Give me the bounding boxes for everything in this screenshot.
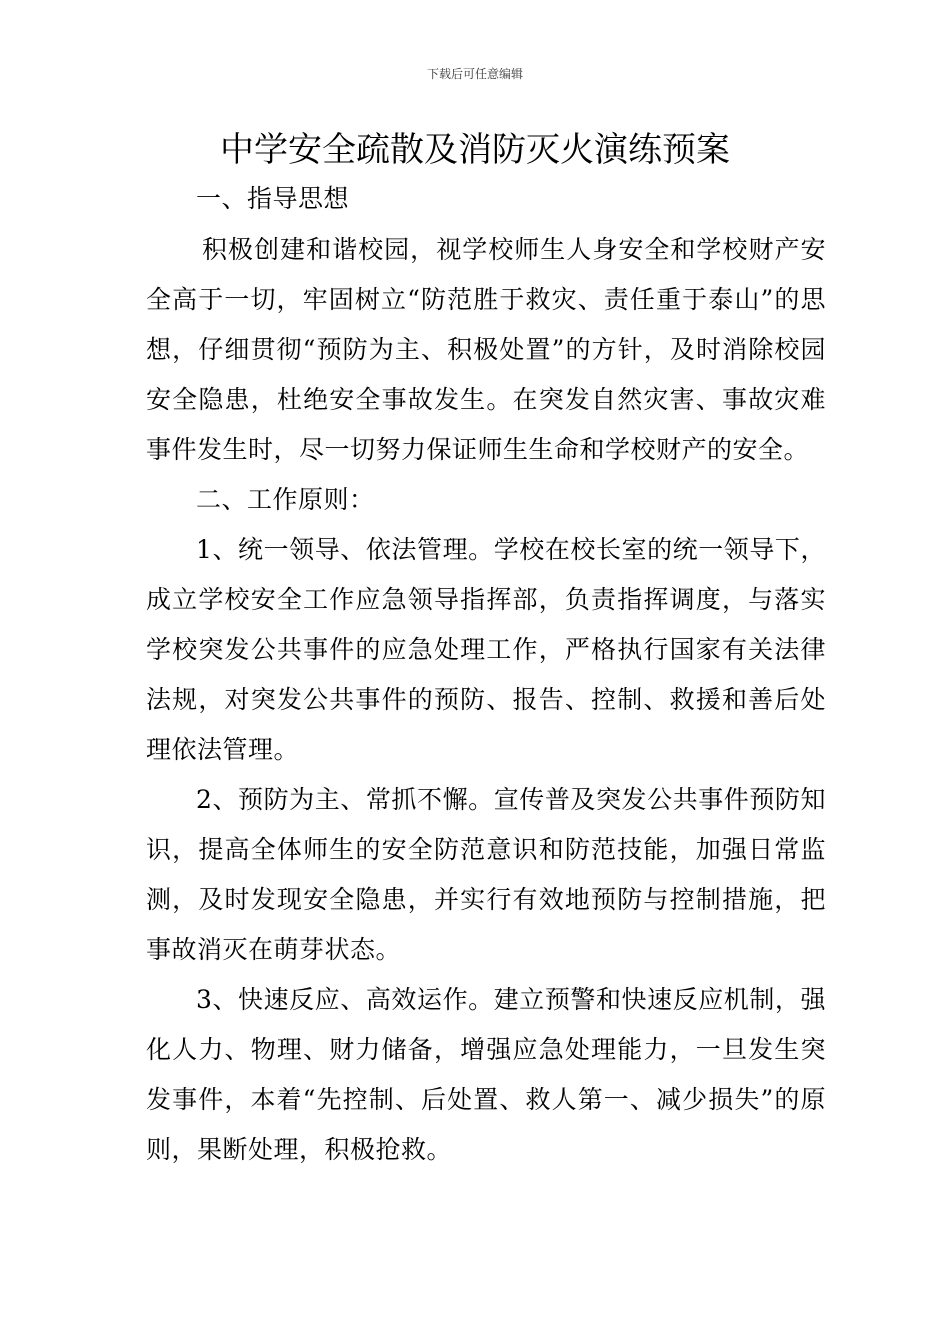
paragraph-principle-1: 1、统一领导、依法管理。学校在校长室的统一领导下，成立学校安全工作应急领导指挥部，负责指挥调度，与落实学校突发公共事件的应急处理工作，严格执行国家有关法律法规，对突发公共事件的预防、报告、控制、救援和善后处理依法管理。 xyxy=(146,535,826,764)
paragraph-principle-2: 2、预防为主、常抓不懈。宣传普及突发公共事件预防知识，提高全体师生的安全防范意识和防范技能，加强日常监测，及时发现安全隐患，并实行有效地预防与控制措施，把事故消灭在萌芽状态。 xyxy=(146,785,826,964)
paragraph-principle-3: 3、快速反应、高效运作。建立预警和快速反应机制，强化人力、物理、财力储备，增强应急处理能力，一旦发生突发事件，本着“先控制、后处置、救人第一、减少损失”的原则，果断处理，积极抢救。 xyxy=(146,985,826,1164)
document-body xyxy=(146,174,826,1175)
section-heading-work-principles: 二、工作原则： xyxy=(196,485,375,514)
section-heading-guiding-ideology: 一、指导思想 xyxy=(196,184,350,213)
header-note: 下载后可任意编辑 xyxy=(426,67,523,81)
document-title: 中学安全疏散及消防灭火演练预案 xyxy=(220,130,730,170)
paragraph-guiding-ideology: 积极创建和谐校园，视学校师生人身安全和学校财产安全高于一切，牢固树立“防范胜于救灾、责任重于泰山”的思想，仔细贯彻“预防为主、积极处置”的方针，及时消除校园安全隐患，杜绝安全事故发生。在突发自然灾害、事故灾难事件发生时，尽一切努力保证师生生命和学校财产的安全。 xyxy=(146,235,826,464)
